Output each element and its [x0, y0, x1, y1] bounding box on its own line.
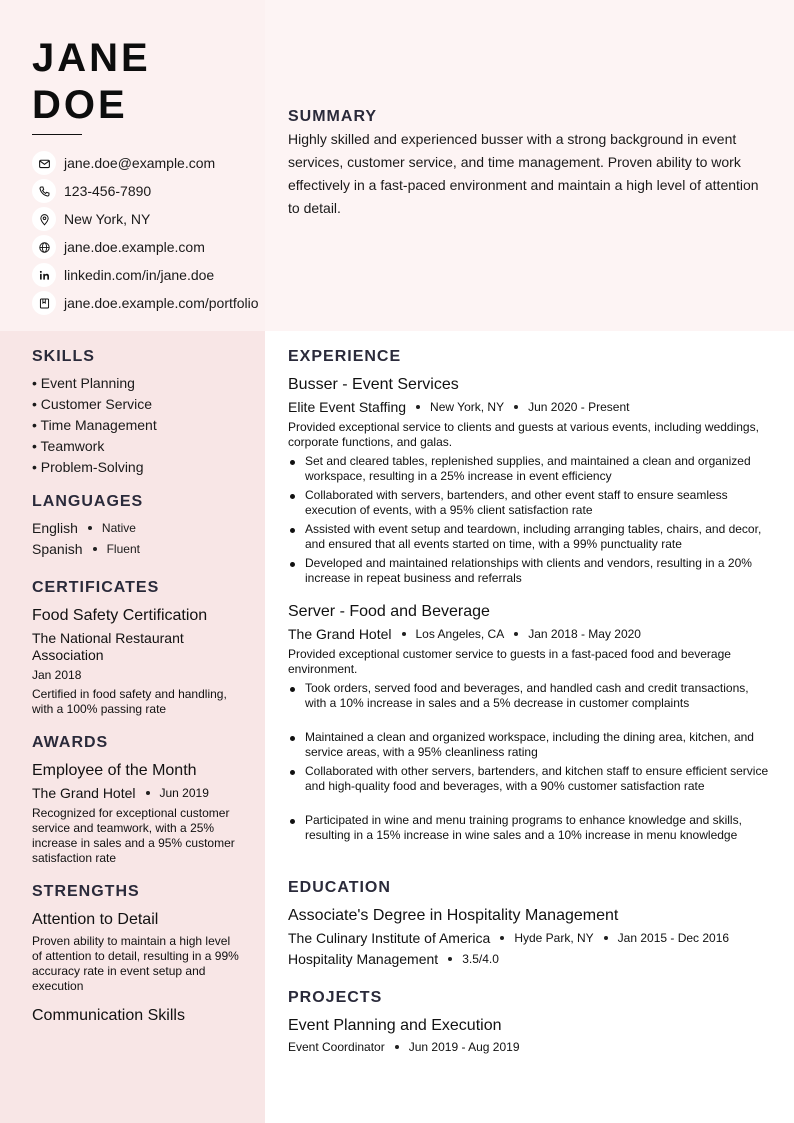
job-location: New York, NY [430, 400, 505, 414]
award-name: Employee of the Month [32, 762, 197, 779]
list-item: Set and cleared tables, replenished supplies, and maintained a clean and organized workspace, resulting in a 25% increase in event efficiency [288, 454, 772, 484]
job-location: Los Angeles, CA [415, 627, 505, 641]
summary-title: SUMMARY [288, 108, 378, 125]
list-item: Participated in wine and menu training programs to enhance knowledge and skills, resulting in a 15% increase in wine sales and a 10% increase in menu knowledge [288, 813, 772, 843]
job-title: Server - Food and Beverage [288, 603, 490, 620]
separator-dot [93, 547, 97, 551]
list-item: Maintained a clean and organized workspace, including the dining area, kitchen, and service areas, with a 95% cleanliness rating [288, 730, 772, 760]
education-title: EDUCATION [288, 879, 391, 896]
separator-dot [448, 957, 452, 961]
email-text: jane.doe@example.com [64, 155, 216, 171]
separator-dot [88, 526, 92, 530]
candidate-name [32, 35, 151, 129]
separator-dot [146, 791, 150, 795]
contact-linkedin[interactable] [32, 262, 282, 288]
summary-text: Highly skilled and experienced busser with a strong background in event services, customer service, and time management. Proven ability to work effectively in a fast-paced environment and maintain a high level of attention to detail. [288, 131, 759, 216]
job-dates: Jan 2018 - May 2020 [528, 627, 641, 641]
education-meta [288, 930, 729, 946]
email-icon [32, 151, 56, 175]
list-item: Assisted with event setup and teardown, including arranging tables, chairs, and decor, and ensured that all events started on time, with a 99% punctuality rate [288, 522, 772, 552]
location-text: New York, NY [64, 211, 151, 227]
separator-dot [500, 936, 504, 940]
contact-email[interactable] [32, 150, 282, 176]
list-item: Collaborated with other servers, bartenders, and kitchen staff to ensure efficient service and high-quality food and beverages, with a 90% customer satisfaction rate [288, 764, 772, 794]
portfolio-text: jane.doe.example.com/portfolio [64, 295, 259, 311]
award-meta [32, 785, 209, 801]
project-role: Event Coordinator [288, 1040, 385, 1054]
language-level: Native [101, 521, 136, 535]
certificate-name: Food Safety Certification [32, 607, 208, 624]
job-meta [288, 399, 630, 415]
skill-item: • Problem-Solving [32, 459, 144, 475]
language-level: Fluent [106, 542, 140, 556]
linkedin-text: linkedin.com/in/jane.doe [64, 267, 215, 283]
strength-description: Proven ability to maintain a high level of attention to detail, resulting in a 99% accuracy rate in event setup and execution [32, 934, 239, 993]
separator-dot [395, 1045, 399, 1049]
website-text: jane.doe.example.com [64, 239, 205, 255]
education-field: Hospitality Management [288, 951, 439, 967]
education-dates: Jan 2015 - Dec 2016 [617, 931, 730, 945]
last-name: DOE [32, 83, 128, 127]
phone-icon [32, 179, 56, 203]
job-description: Provided exceptional service to clients and guests at various events, including weddings, corporate functions, and galas. [288, 420, 759, 449]
strength-name: Attention to Detail [32, 911, 159, 928]
awards-title: AWARDS [32, 734, 109, 751]
list-item: Took orders, served food and beverages, and handled cash and credit transactions, with a 10% increase in sales and a 5% decrease in customer complaints [288, 681, 772, 711]
name-divider [32, 134, 82, 135]
location-pin-icon [32, 207, 56, 231]
linkedin-icon [32, 263, 56, 287]
language-name: Spanish [32, 541, 83, 557]
education-gpa: 3.5/4.0 [462, 952, 499, 966]
job-company: The Grand Hotel [288, 626, 392, 642]
education-school: The Culinary Institute of America [288, 930, 491, 946]
contact-website[interactable] [32, 234, 282, 260]
language-row [32, 541, 140, 557]
job-description: Provided exceptional customer service to guests in a fast-paced food and beverage environment. [288, 647, 731, 676]
skill-item: • Teamwork [32, 438, 105, 454]
skill-item: • Event Planning [32, 375, 135, 391]
projects-title: PROJECTS [288, 989, 383, 1006]
language-name: English [32, 520, 78, 536]
first-name: JANE [32, 36, 151, 80]
separator-dot [514, 632, 518, 636]
skill-item: • Customer Service [32, 396, 153, 412]
strength-name: Communication Skills [32, 1007, 185, 1024]
award-issuer: The Grand Hotel [32, 785, 136, 801]
education-field-row [288, 951, 499, 967]
award-date: Jun 2019 [159, 786, 209, 800]
experience-title: EXPERIENCE [288, 348, 402, 365]
job-title: Busser - Event Services [288, 376, 459, 393]
separator-dot [416, 405, 420, 409]
certificate-description: Certified in food safety and handling, with a 100% passing rate [32, 687, 227, 716]
certificate-date: Jan 2018 [32, 668, 82, 682]
job-dates: Jun 2020 - Present [528, 400, 630, 414]
project-name: Event Planning and Execution [288, 1017, 502, 1034]
skills-title: SKILLS [32, 348, 95, 365]
skill-item: • Time Management [32, 417, 157, 433]
education-degree: Associate's Degree in Hospitality Management [288, 907, 619, 924]
certificate-issuer: The National Restaurant Association [32, 630, 184, 663]
education-location: Hyde Park, NY [514, 931, 594, 945]
contact-location [32, 206, 282, 232]
phone-text: 123-456-7890 [64, 183, 152, 199]
strengths-title: STRENGTHS [32, 883, 140, 900]
award-description: Recognized for exceptional customer service and teamwork, with a 25% increase in sales and a 95% customer satisfaction rate [32, 806, 235, 865]
contact-portfolio[interactable] [32, 290, 282, 316]
contact-phone[interactable] [32, 178, 282, 204]
job-company: Elite Event Staffing [288, 399, 407, 415]
job-meta [288, 626, 641, 642]
separator-dot [604, 936, 608, 940]
project-meta [288, 1040, 520, 1054]
list-item: Developed and maintained relationships with clients and vendors, resulting in a 20% increase in repeat business and referrals [288, 556, 772, 586]
portfolio-icon [32, 291, 56, 315]
project-dates: Jun 2019 - Aug 2019 [408, 1040, 520, 1054]
globe-icon [32, 235, 56, 259]
languages-title: LANGUAGES [32, 493, 144, 510]
separator-dot [402, 632, 406, 636]
certificates-title: CERTIFICATES [32, 579, 160, 596]
separator-dot [514, 405, 518, 409]
language-row [32, 520, 136, 536]
list-item: Collaborated with servers, bartenders, and other event staff to ensure seamless execution of events, with a 95% client satisfaction rate [288, 488, 772, 518]
